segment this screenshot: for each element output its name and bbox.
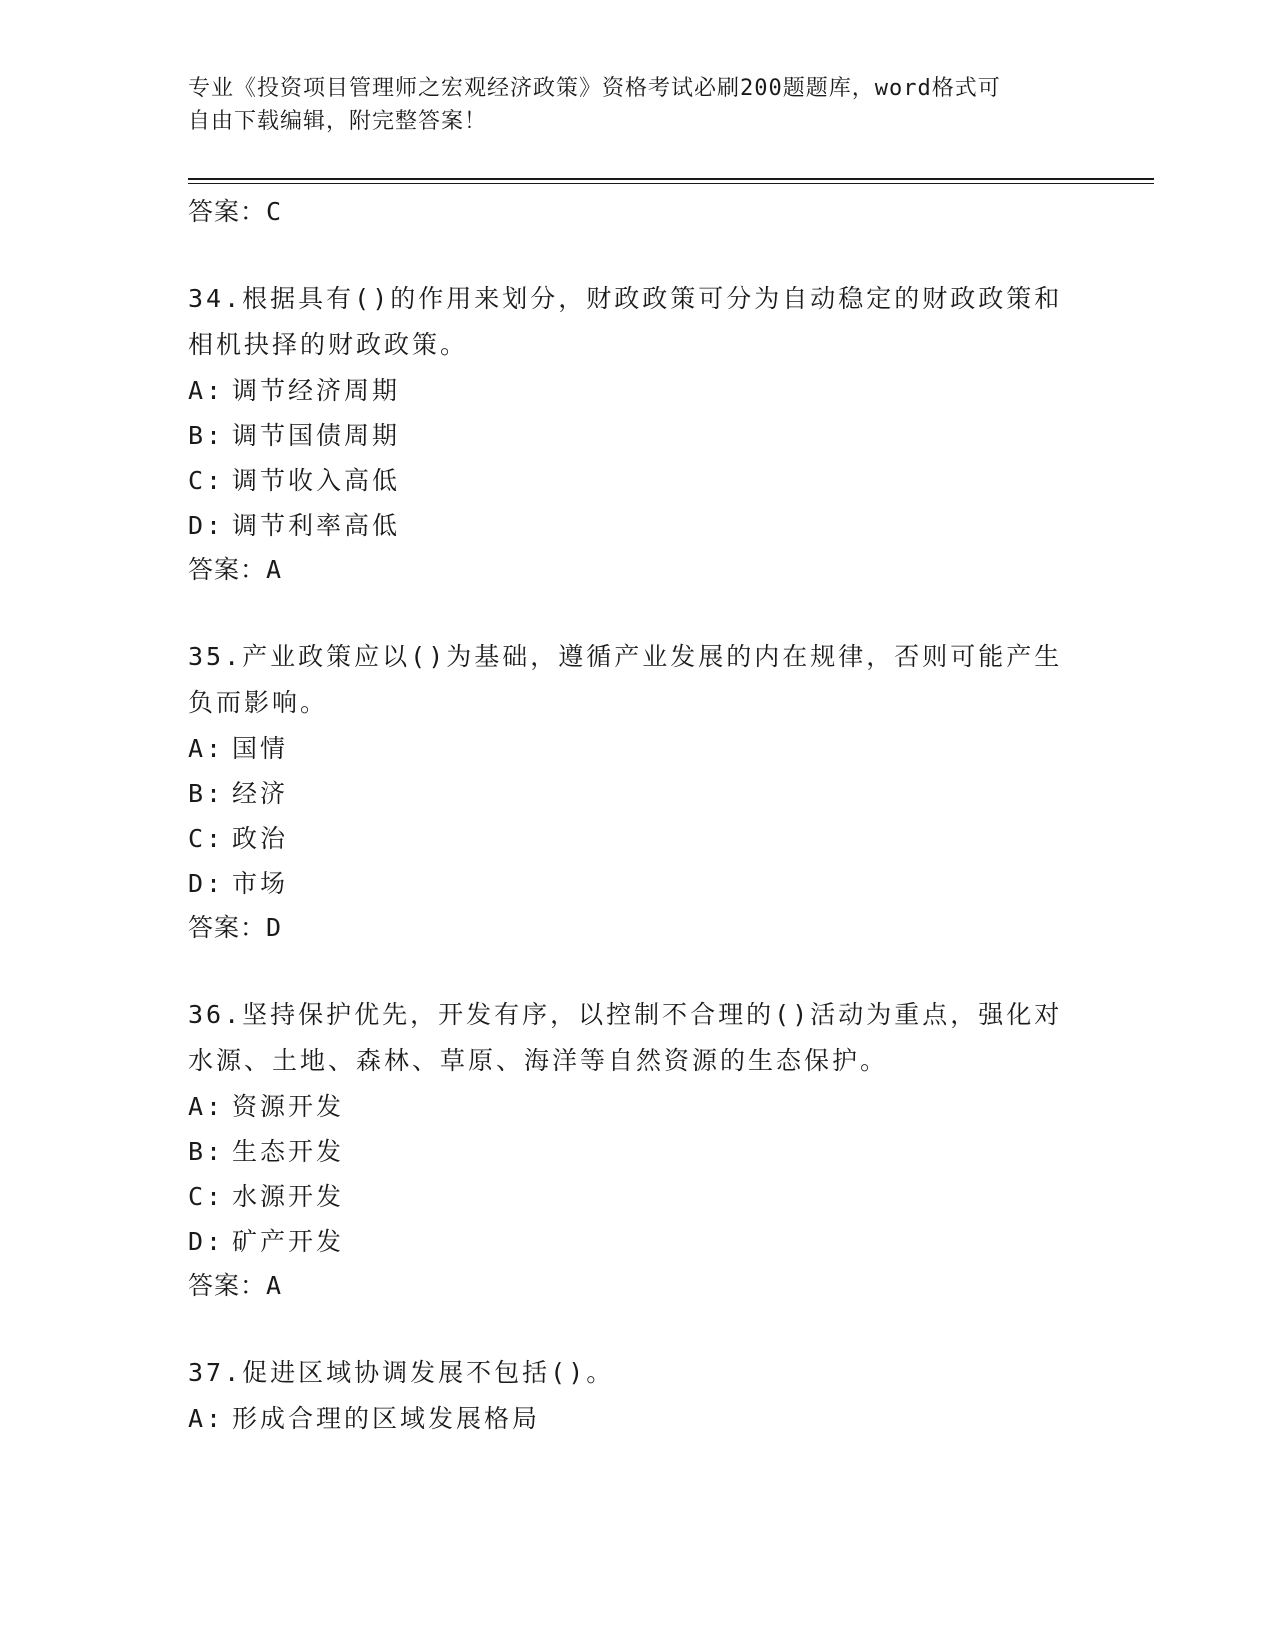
question-36 [188,992,1088,1308]
option-text: 生态开发 [232,1137,345,1166]
option-letter: D: [188,511,225,540]
option-letter: C: [188,1182,225,1211]
option-a [188,1396,1088,1441]
question-35 [188,634,1088,950]
option-b [188,413,1088,458]
question-stem: 37.促进区域协调发展不包括()。 [188,1358,615,1387]
option-letter: B: [188,779,225,808]
option-b [188,1129,1088,1174]
option-text: 政治 [232,824,289,853]
option-a [188,726,1088,771]
option-c [188,1174,1088,1219]
question-stem: 36.坚持保护优先，开发有序，以控制不合理的()活动为重点，强化对水源、土地、森林、草原、海洋等自然资源的生态保护。 [188,1000,1063,1075]
option-text: 调节经济周期 [232,376,401,405]
option-letter: A: [188,1404,225,1433]
option-letter: C: [188,824,225,853]
option-text: 水源开发 [232,1182,345,1211]
option-text: 资源开发 [232,1092,345,1121]
option-text: 调节利率高低 [232,511,401,540]
option-b [188,771,1088,816]
option-d [188,861,1088,906]
question-34 [188,276,1088,592]
option-text: 形成合理的区域发展格局 [232,1404,541,1433]
previous-answer: 答案：C [188,197,283,226]
option-letter: A: [188,1092,225,1121]
question-stem: 34.根据具有()的作用来划分，财政政策可分为自动稳定的财政政策和相机抉择的财政政策。 [188,284,1063,359]
option-text: 国情 [232,734,289,763]
question-37 [188,1350,1088,1441]
option-c [188,458,1088,503]
question-answer: 答案：D [188,913,283,942]
option-text: 市场 [232,869,289,898]
option-d [188,503,1088,548]
document-header [188,72,1088,138]
question-answer: 答案：A [188,555,283,584]
header-line-1: 专业《投资项目管理师之宏观经济政策》资格考试必刷200题题库，word格式可 [188,76,1001,101]
question-list [188,190,1088,1441]
option-a [188,368,1088,413]
option-text: 矿产开发 [232,1227,345,1256]
option-text: 经济 [232,779,289,808]
question-stem: 35.产业政策应以()为基础，遵循产业发展的内在规律，否则可能产生负而影响。 [188,642,1063,717]
option-letter: A: [188,734,225,763]
option-a [188,1084,1088,1129]
question-answer: 答案：A [188,1271,283,1300]
option-letter: C: [188,466,225,495]
option-letter: D: [188,869,225,898]
option-letter: D: [188,1227,225,1256]
option-text: 调节国债周期 [232,421,401,450]
option-letter: B: [188,1137,225,1166]
option-d [188,1219,1088,1264]
option-text: 调节收入高低 [232,466,401,495]
option-c [188,816,1088,861]
option-letter: A: [188,376,225,405]
header-line-2: 自由下载编辑，附完整答案！ [188,109,488,134]
option-letter: B: [188,421,225,450]
header-divider [188,178,1154,184]
